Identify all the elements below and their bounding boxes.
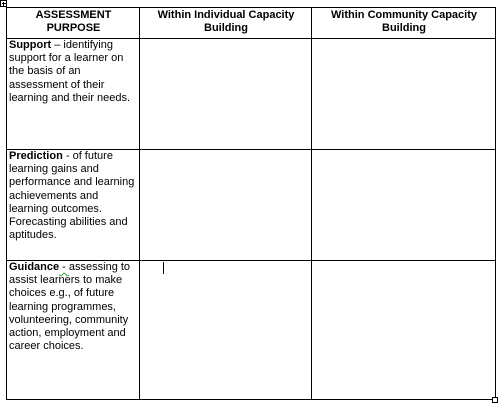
table-row: [7, 261, 496, 400]
community-cell-support[interactable]: [312, 39, 496, 150]
header-assessment-purpose[interactable]: ASSESSMENT PURPOSE: [7, 8, 140, 39]
header-community-capacity[interactable]: Within Community Capacity Building: [312, 8, 496, 39]
purpose-cell-support[interactable]: [7, 39, 140, 150]
individual-cell-support[interactable]: [140, 39, 312, 150]
individual-cell-guidance[interactable]: [140, 261, 312, 400]
purpose-term: Support: [9, 39, 52, 51]
header-row: [7, 8, 496, 39]
text-cursor: [163, 262, 164, 274]
individual-cell-prediction[interactable]: [140, 150, 312, 261]
purpose-description: assessing to assist learners to make choices e.g., of future learning programmes, volunteering, community action, employment and career choices.: [9, 261, 131, 353]
purpose-separator: –: [51, 39, 64, 51]
table-row: [7, 39, 496, 150]
purpose-separator: -: [62, 150, 73, 162]
assessment-table: [6, 7, 496, 400]
purpose-cell-prediction[interactable]: [7, 150, 140, 261]
purpose-term: Prediction: [9, 150, 63, 162]
table-resize-handle[interactable]: [492, 397, 498, 403]
purpose-description: identifying support for a learner on the basis of an assessment of their learning and their needs.: [9, 39, 131, 104]
table-row: [7, 150, 496, 261]
community-cell-prediction[interactable]: [312, 150, 496, 261]
table-move-handle[interactable]: [0, 0, 7, 7]
purpose-separator: -: [59, 261, 69, 273]
purpose-description: of future learning gains and performance and learning achievements and learning outcomes. Forecasting abilities and aptitudes.: [9, 150, 135, 242]
community-cell-guidance[interactable]: [312, 261, 496, 400]
header-individual-capacity[interactable]: Within Individual Capacity Building: [140, 8, 312, 39]
purpose-term: Guidance: [9, 261, 60, 273]
purpose-cell-guidance[interactable]: [7, 261, 140, 400]
